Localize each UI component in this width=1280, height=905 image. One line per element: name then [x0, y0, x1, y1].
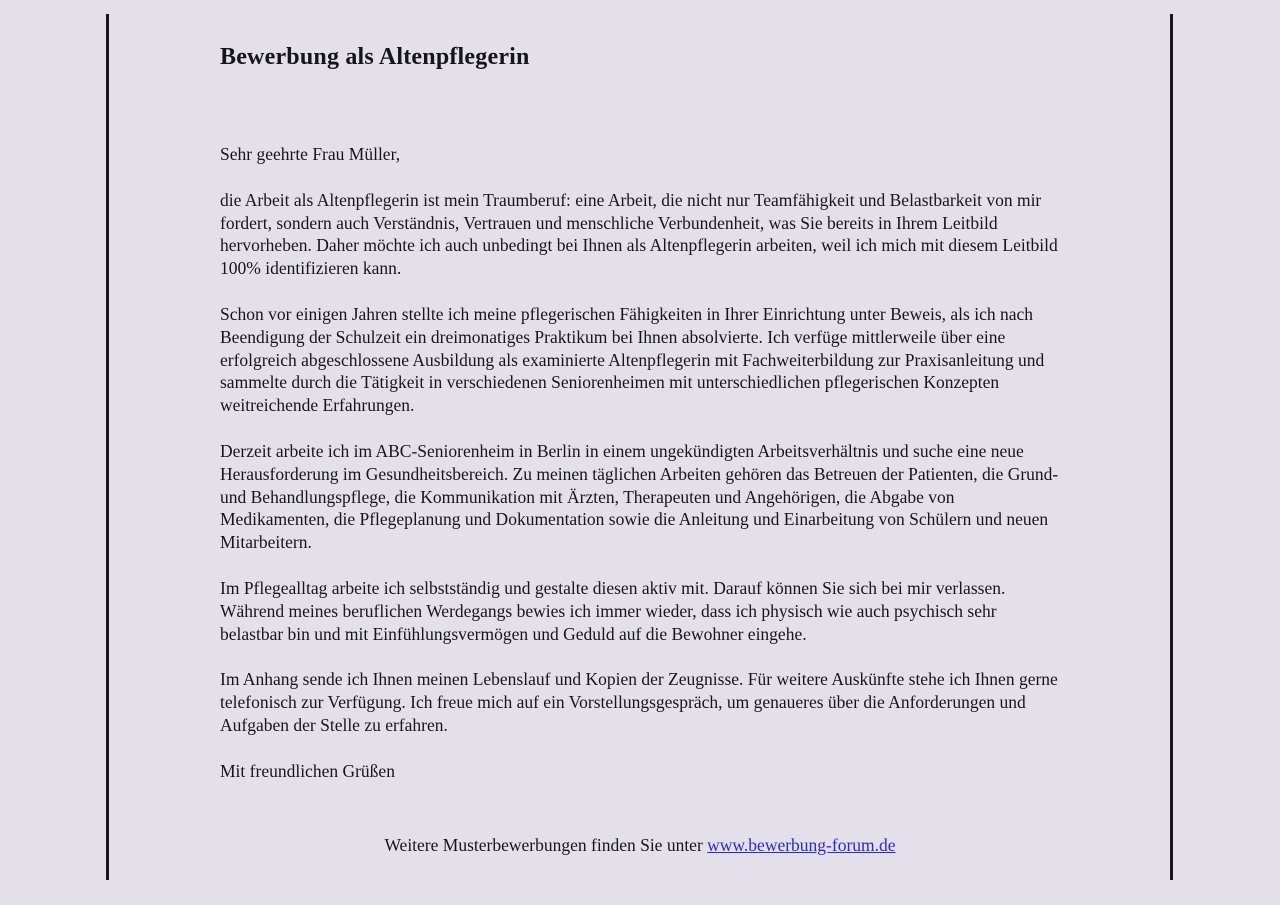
paragraph-1: die Arbeit als Altenpflegerin ist mein Traumberuf: eine Arbeit, die nicht nur Teamfähigkeit und Belastbarkeit von mir fordert, sondern auch Verständnis, Vertrauen und menschliche Verbundenheit, was Sie bereits in Ihrem Leitbild hervorheben. Daher möchte ich auch unbedingt bei Ihnen als Altenpflegerin arbeiten, weil ich mich mit diesem Leitbild 100% identifizieren kann. [220, 189, 1058, 279]
footer [110, 835, 1170, 856]
closing-line: Mit freundlichen Grüßen [220, 760, 395, 781]
left-vertical-rule [106, 14, 109, 880]
paragraph-3: Derzeit arbeite ich im ABC-Seniorenheim in Berlin in einem ungekündigten Arbeitsverhältnis und suche eine neue Herausforderung im Gesundheitsbereich. Zu meinen täglichen Arbeiten gehören das Betreuen der Patienten, die Grund- und Behandlungspflege, die Kommunikation mit Ärzten, Therapeuten und Angehörigen, die Abgabe von Medikamenten, die Pflegeplanung und Dokumentation sowie die Anleitung und Einarbeitung von Schülern und neuen Mitarbeitern. [220, 440, 1059, 553]
right-vertical-rule [1170, 14, 1173, 880]
salutation: Sehr geehrte Frau Müller, [220, 144, 401, 164]
paragraph-4: Im Pflegealltag arbeite ich selbstständig und gestalte diesen aktiv mit. Darauf können Sie sich bei mir verlassen. Während meines beruflichen Werdegangs bewies ich immer wieder, dass ich physisch wie auch psychisch sehr belastbar bin und mit Einfühlungsvermögen und Geduld auf die Bewohner eingehe. [220, 577, 1006, 644]
letter-body [220, 44, 1062, 783]
footer-text: Weitere Musterbewerbungen finden Sie unter [384, 835, 708, 855]
footer-link[interactable]: www.bewerbung-forum.de [707, 835, 896, 855]
paragraph-5: Im Anhang sende ich Ihnen meinen Lebenslauf und Kopien der Zeugnisse. Für weitere Auskünfte stehe ich Ihnen gerne telefonisch zur Verfügung. Ich freue mich auf ein Vorstellungsgespräch, um genaueres über die Anforderungen und Aufgaben der Stelle zu erfahren. [220, 669, 1058, 735]
letter-title: Bewerbung als Altenpflegerin [220, 44, 530, 70]
paragraph-2: Schon vor einigen Jahren stellte ich meine pflegerischen Fähigkeiten in Ihrer Einrichtung unter Beweis, als ich nach Beendigung der Schulzeit ein dreimonatiges Praktikum bei Ihnen absolvierte. Ich verfüge mittlerweile über eine erfolgreich abgeschlossene Ausbildung als examinierte Altenpflegerin mit Fachweiterbildung zur Praxisanleitung und sammelte durch die Tätigkeit in verschiedenen Seniorenheimen mit unterschiedlichen pflegerischen Konzepten weitreichende Erfahrungen. [220, 303, 1045, 416]
